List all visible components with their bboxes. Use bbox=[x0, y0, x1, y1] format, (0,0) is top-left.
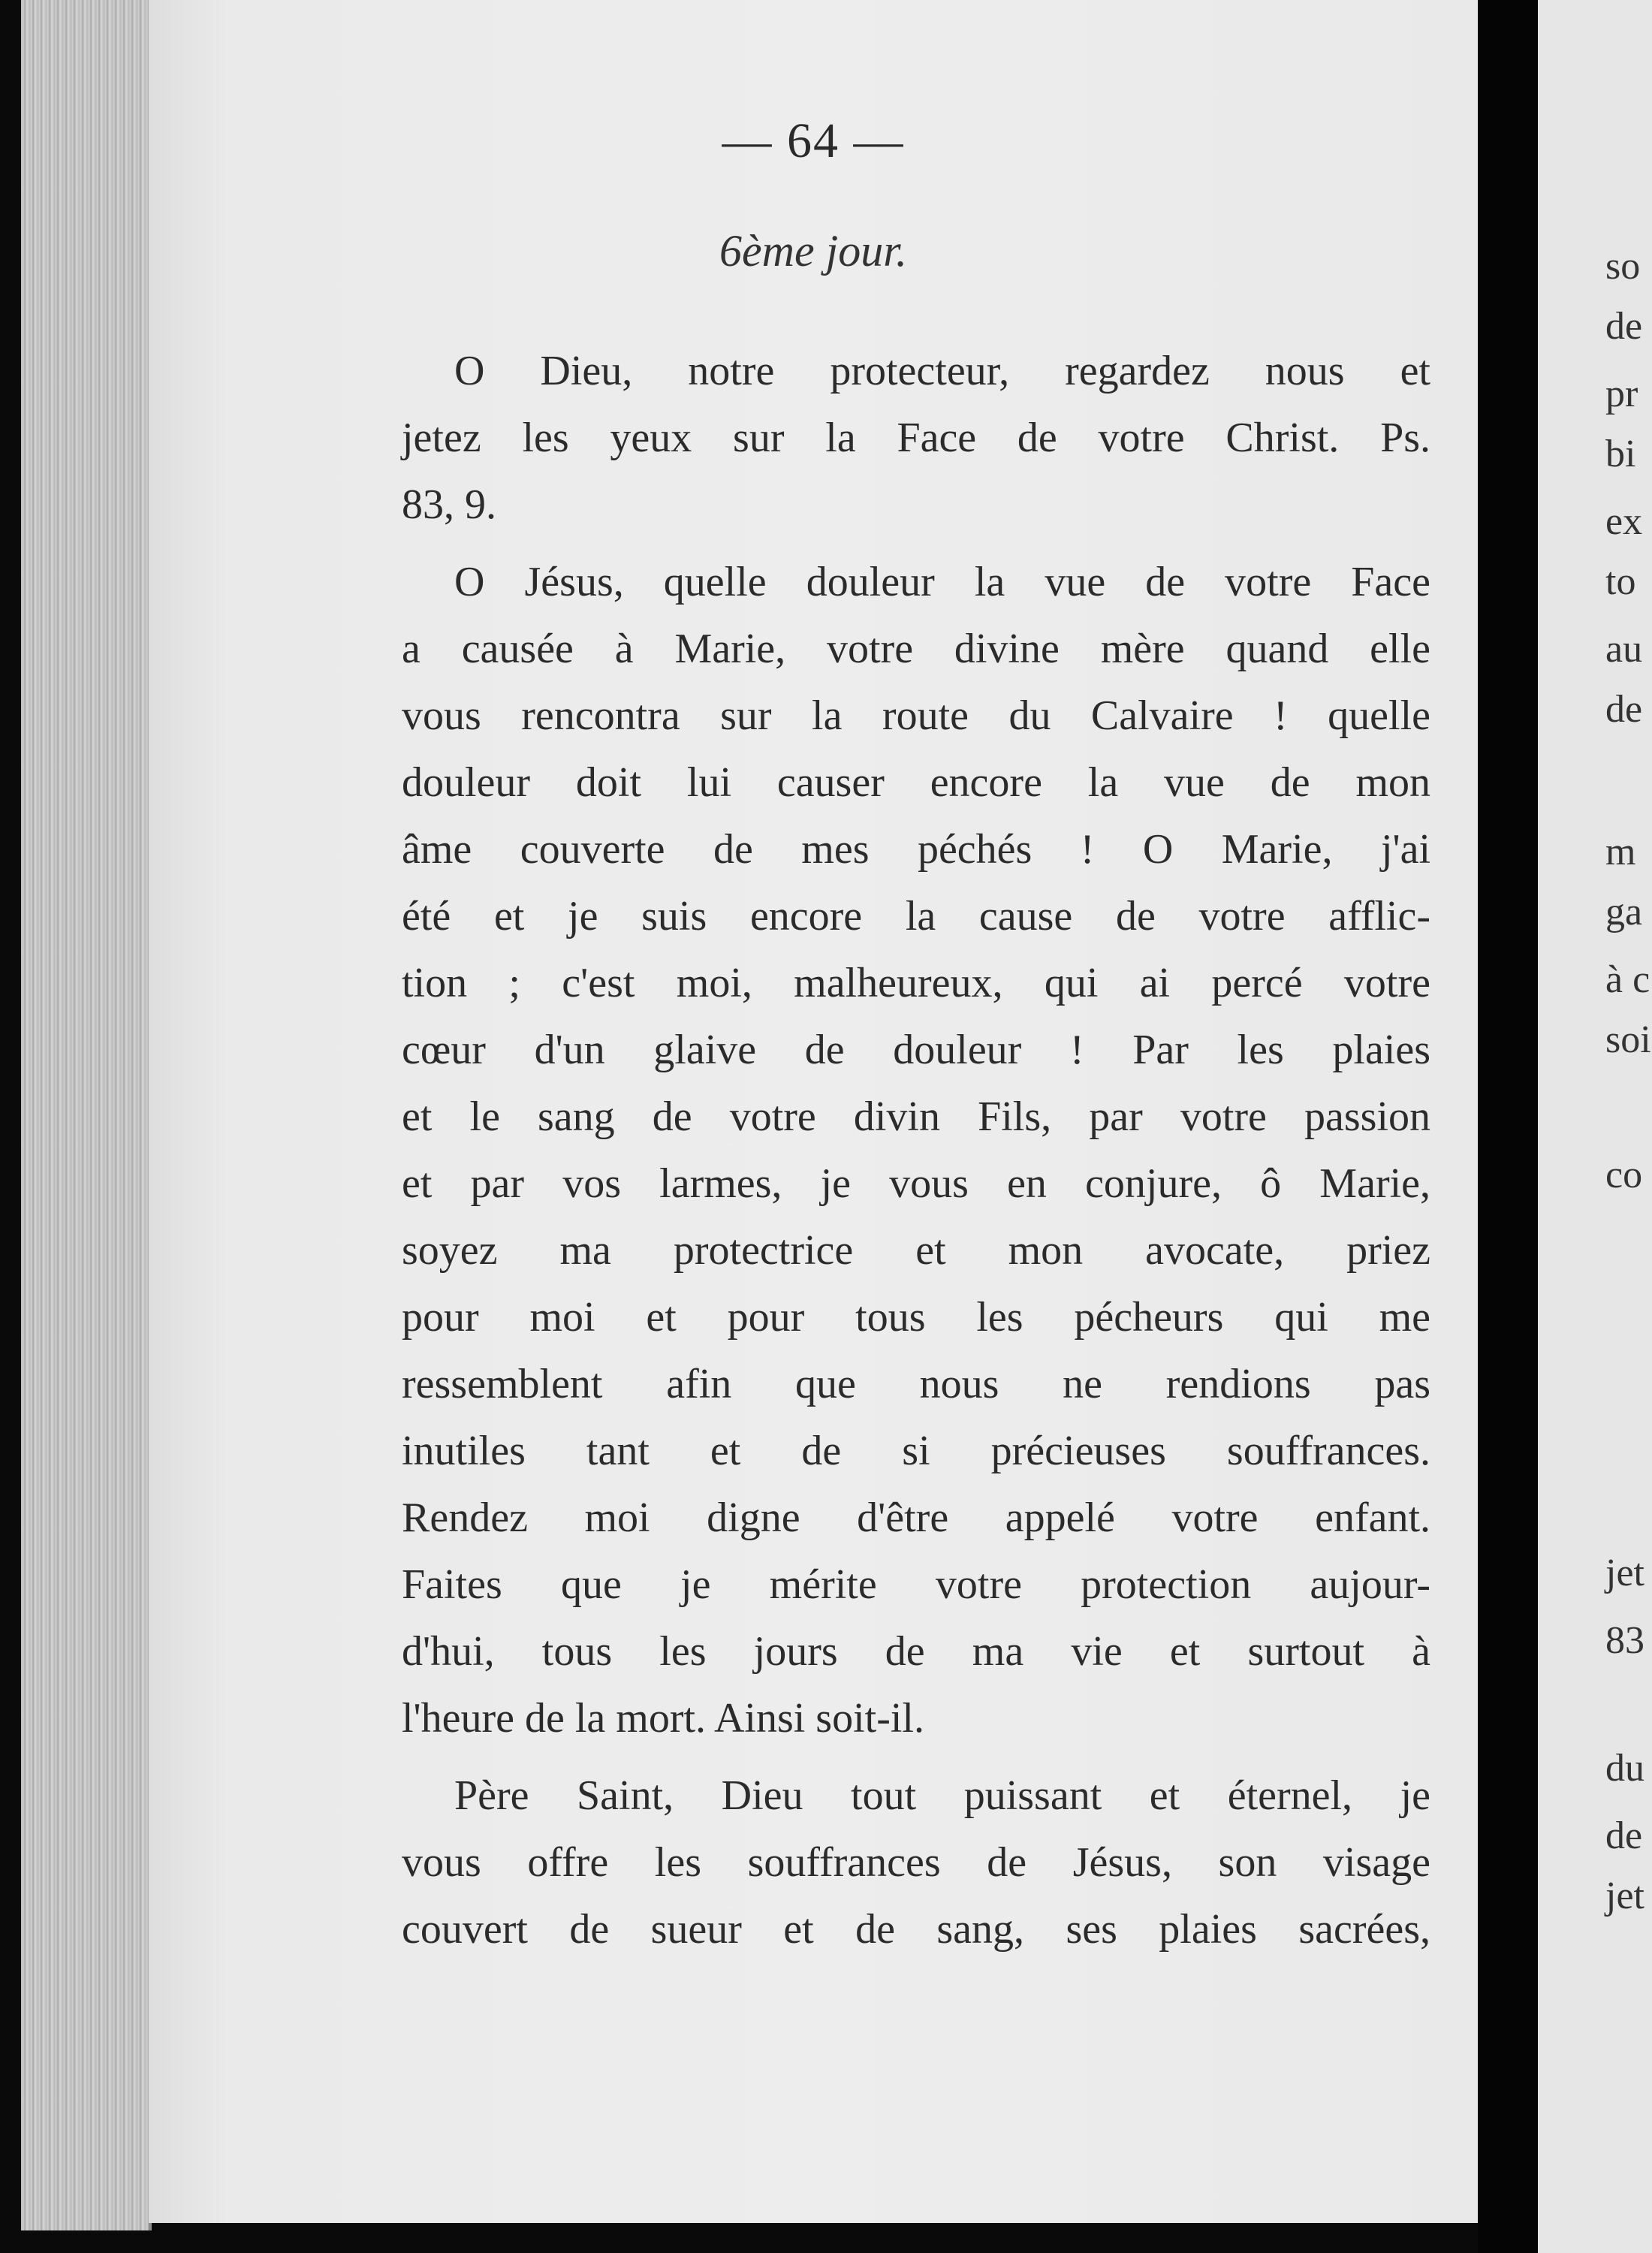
next-page-fragment: au bbox=[1605, 628, 1643, 671]
next-page-fragment: to bbox=[1605, 560, 1636, 603]
paragraph bbox=[402, 338, 1430, 538]
next-page-fragment: de bbox=[1605, 305, 1643, 348]
text-line: d'hui, tous les jours de ma vie et surtout à bbox=[402, 1628, 1430, 1675]
next-page-fragment: bi bbox=[1605, 433, 1636, 475]
next-page-fragment: co bbox=[1605, 1154, 1643, 1196]
next-page-fragment: 83 bbox=[1605, 1619, 1644, 1662]
text-line: ressemblent afin que nous ne rendions pas bbox=[402, 1361, 1430, 1407]
text-line: et par vos larmes, je vous en conjure, ô Marie, bbox=[402, 1160, 1430, 1207]
book-gutter bbox=[1478, 0, 1538, 2253]
text-line: 83, 9. bbox=[402, 481, 496, 528]
text-line: vous rencontra sur la route du Calvaire ! quelle bbox=[402, 692, 1430, 739]
next-page-fragment: soi bbox=[1605, 1018, 1651, 1061]
text-line: âme couverte de mes péchés ! O Marie, j'ai bbox=[402, 826, 1430, 873]
text-line: soyez ma protectrice et mon avocate, priez bbox=[402, 1227, 1430, 1274]
text-line: Rendez moi digne d'être appelé votre enfant. bbox=[402, 1494, 1430, 1541]
text-line: vous offre les souffrances de Jésus, son visage bbox=[402, 1839, 1430, 1886]
next-page-fragment: du bbox=[1605, 1747, 1644, 1790]
text-line: et le sang de votre divin Fils, par votre passion bbox=[402, 1093, 1430, 1140]
next-page-fragment: ex bbox=[1605, 500, 1643, 543]
day-heading: 6ème jour. bbox=[719, 226, 907, 276]
text-line: tion ; c'est moi, malheureux, qui ai percé votre bbox=[402, 960, 1430, 1006]
text-line: O Jésus, quelle douleur la vue de votre Face bbox=[454, 559, 1430, 605]
text-line: douleur doit lui causer encore la vue de mon bbox=[402, 759, 1430, 806]
text-line: l'heure de la mort. Ainsi soit-il. bbox=[402, 1695, 924, 1742]
next-page-fragment: jet bbox=[1605, 1552, 1644, 1594]
text-line: jetez les yeux sur la Face de votre Christ. Ps. bbox=[402, 415, 1430, 461]
next-page-fragment: jet bbox=[1605, 1874, 1644, 1917]
next-page-fragment: ga bbox=[1605, 891, 1643, 933]
next-page-fragment: pr bbox=[1605, 372, 1638, 415]
text-line: inutiles tant et de si précieuses souffrances. bbox=[402, 1428, 1430, 1474]
next-page-fragment: so bbox=[1605, 245, 1641, 288]
page-edges bbox=[21, 0, 152, 2230]
paragraph bbox=[402, 1763, 1430, 1963]
page-number: — 64 — bbox=[722, 113, 905, 168]
next-page-fragment: de bbox=[1605, 688, 1643, 731]
text-line: Faites que je mérite votre protection aujour- bbox=[402, 1561, 1430, 1608]
text-line: cœur d'un glaive de douleur ! Par les plaies bbox=[402, 1027, 1430, 1073]
next-page-fragment: de bbox=[1605, 1814, 1643, 1857]
text-line: O Dieu, notre protecteur, regardez nous et bbox=[454, 348, 1430, 394]
text-line: pour moi et pour tous les pécheurs qui me bbox=[402, 1294, 1430, 1341]
text-line: couvert de sueur et de sang, ses plaies sacrées, bbox=[402, 1906, 1430, 1953]
prayer-text bbox=[402, 338, 1430, 1974]
next-page-fragment: à c bbox=[1605, 958, 1650, 1001]
next-page-fragment: m bbox=[1605, 831, 1636, 873]
paragraph bbox=[402, 549, 1430, 1752]
text-line: été et je suis encore la cause de votre afflic- bbox=[402, 893, 1430, 940]
right-page-edge bbox=[1538, 0, 1652, 2253]
text-line: Père Saint, Dieu tout puissant et éternel, je bbox=[454, 1772, 1430, 1819]
text-line: a causée à Marie, votre divine mère quand elle bbox=[402, 626, 1430, 672]
